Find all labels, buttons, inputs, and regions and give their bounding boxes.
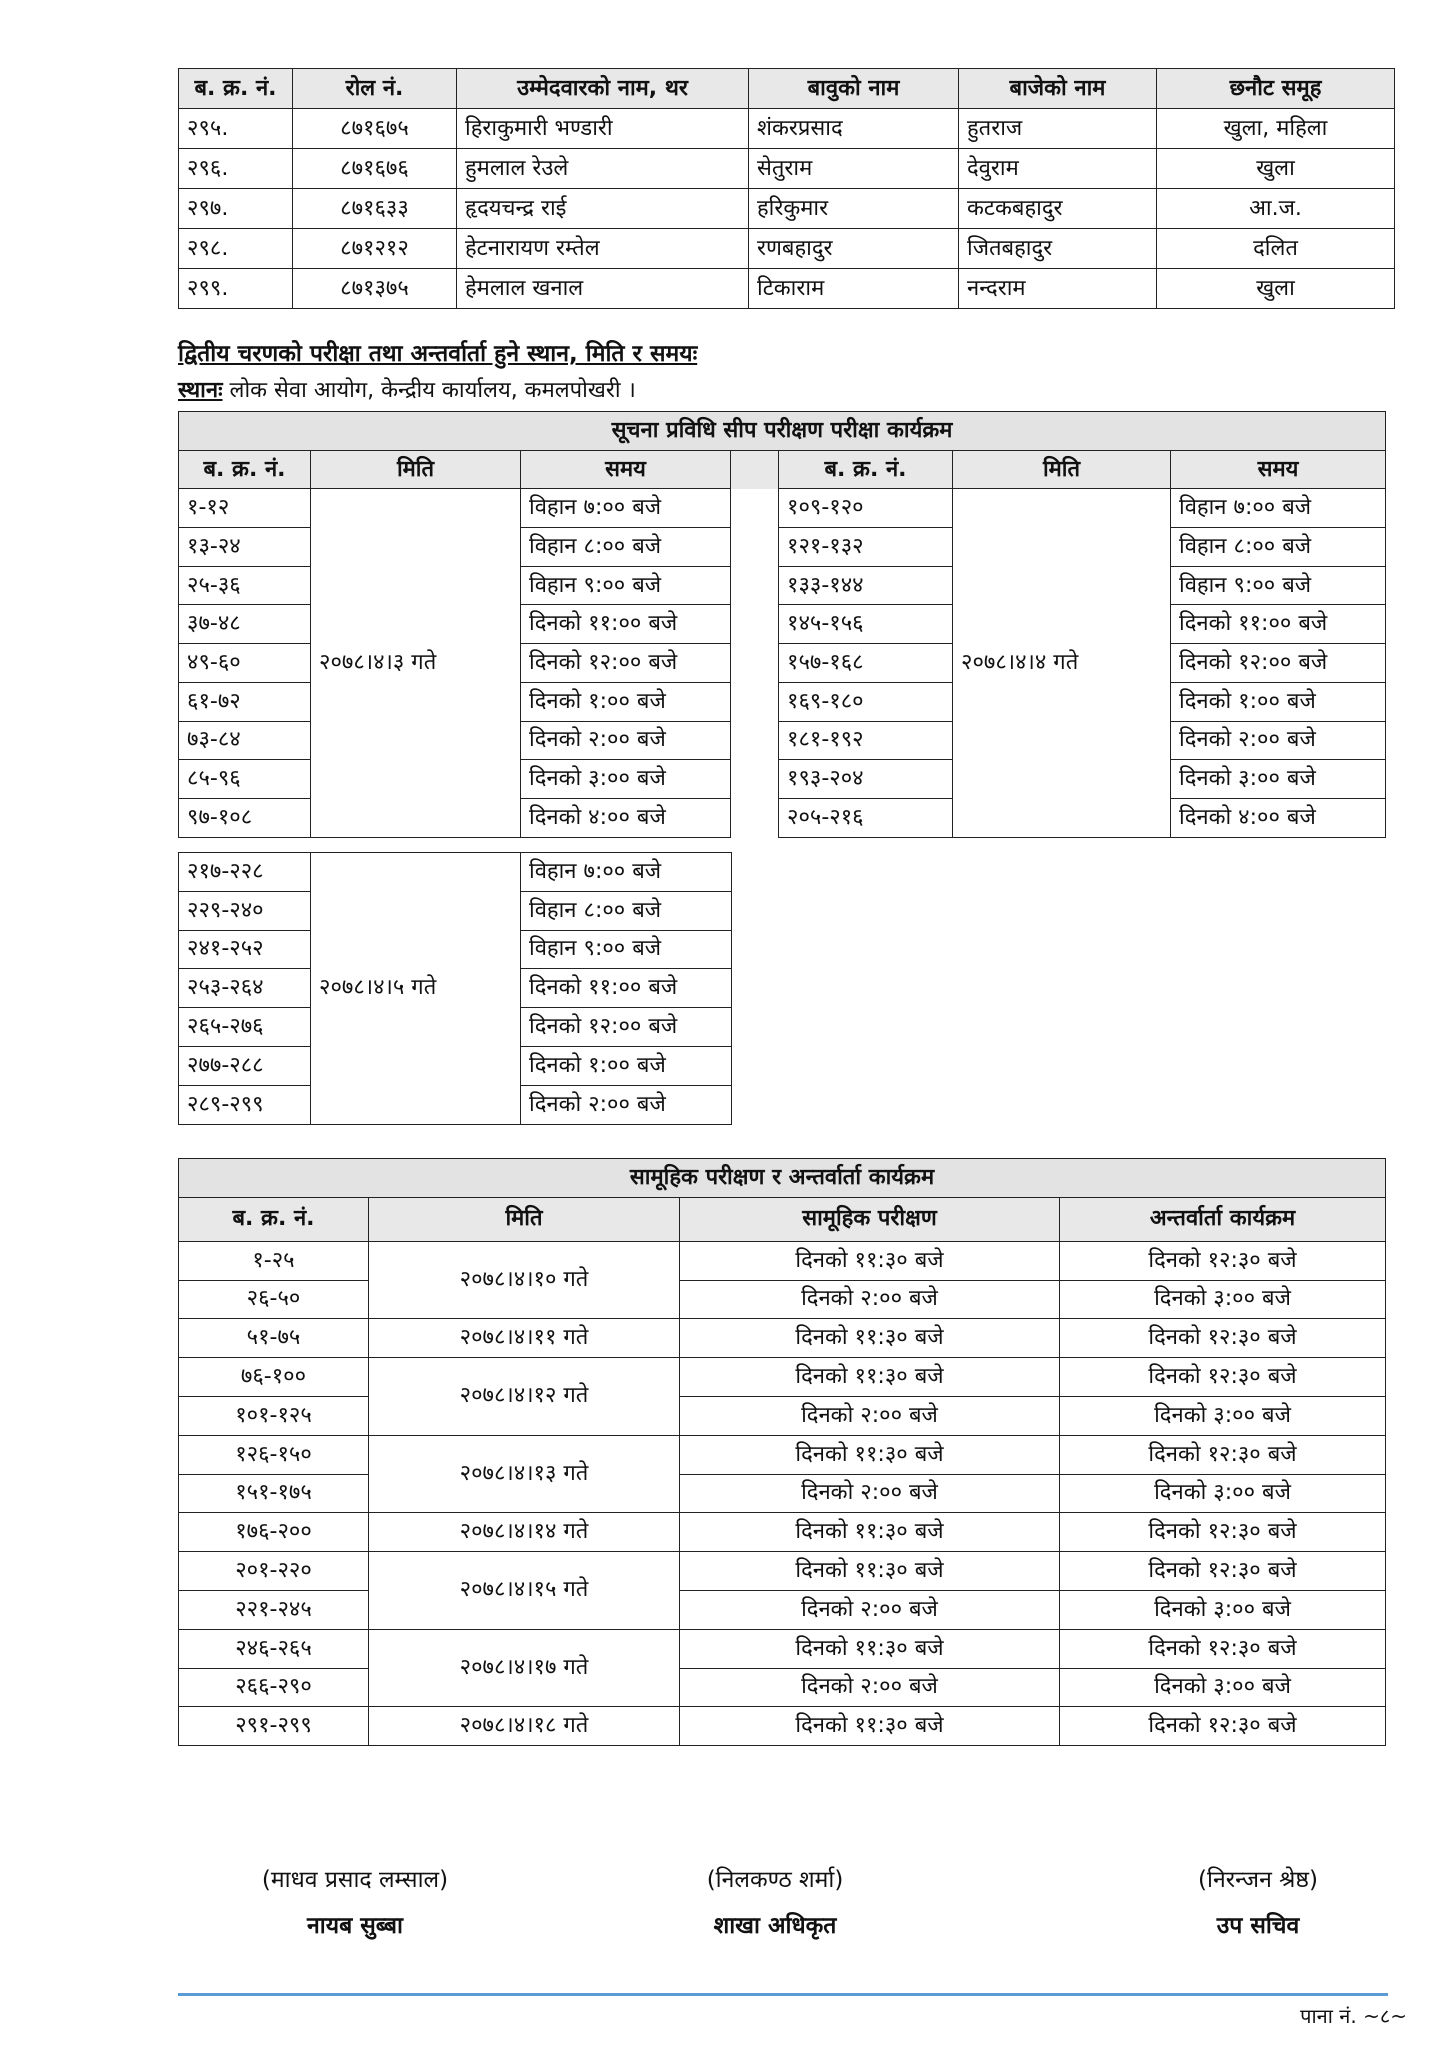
roll-cell: ८७१६७५ bbox=[293, 109, 457, 149]
interview-time-cell: दिनको १२:३० बजे bbox=[1060, 1358, 1386, 1397]
candidate-table bbox=[178, 68, 1395, 309]
serial-range-cell: १६९-१८० bbox=[779, 682, 953, 721]
column-gap bbox=[731, 721, 779, 760]
column-gap bbox=[731, 644, 779, 683]
it-header-time: समय bbox=[521, 450, 731, 489]
name-cell: हिराकुमारी भण्डारी bbox=[457, 109, 749, 149]
date-cell: २०७८।४।१२ गते bbox=[369, 1358, 680, 1436]
serial-range-cell: १८१-१९२ bbox=[779, 721, 953, 760]
serial-range-cell: २६६-२९० bbox=[179, 1668, 369, 1707]
serial-range-cell: १२१-१३२ bbox=[779, 528, 953, 567]
roll-cell: ८७१६३३ bbox=[293, 189, 457, 229]
signatory-rank: उप सचिव bbox=[1216, 1913, 1300, 1939]
column-gap bbox=[731, 682, 779, 721]
it-header-date: मिति bbox=[311, 450, 521, 489]
time-cell: दिनको ४:०० बजे bbox=[521, 798, 731, 837]
signatory-rank: शाखा अधिकृत bbox=[713, 1913, 837, 1939]
time-cell: विहान ८:०० बजे bbox=[521, 891, 732, 930]
group-cell: खुला bbox=[1157, 149, 1395, 189]
serial-range-cell: ३७-४८ bbox=[179, 605, 311, 644]
column-gap bbox=[731, 798, 779, 837]
group-test-time-cell: दिनको ११:३० बजे bbox=[680, 1629, 1060, 1668]
serial-range-cell: २६-५० bbox=[179, 1280, 369, 1319]
table-row bbox=[179, 1319, 1386, 1358]
group-cell: आ.ज. bbox=[1157, 189, 1395, 229]
col-header-group: छनौट समूह bbox=[1157, 69, 1395, 109]
table-row bbox=[179, 1590, 1386, 1629]
table-row bbox=[179, 149, 1395, 189]
name-cell: हेमलाल खनाल bbox=[457, 269, 749, 309]
table-row bbox=[179, 229, 1395, 269]
group-rows bbox=[179, 1241, 1386, 1745]
time-cell: दिनको १:०० बजे bbox=[521, 682, 731, 721]
location-label: स्थानः bbox=[178, 378, 223, 403]
grandfather-name-cell: जितबहादुर bbox=[959, 229, 1157, 269]
serial-range-cell: ५१-७५ bbox=[179, 1319, 369, 1358]
table-row bbox=[179, 109, 1395, 149]
father-name-cell: हरिकुमार bbox=[749, 189, 959, 229]
col-header-name: उम्मेदवारको नाम, थर bbox=[457, 69, 749, 109]
father-name-cell: टिकाराम bbox=[749, 269, 959, 309]
date-cell: २०७८।४।१३ गते bbox=[369, 1435, 680, 1513]
signature-block-2 bbox=[610, 1862, 940, 1940]
serial-range-cell: ७६-१०० bbox=[179, 1358, 369, 1397]
father-name-cell: शंकरप्रसाद bbox=[749, 109, 959, 149]
table-row bbox=[179, 1668, 1386, 1707]
serial-range-cell: २०५-२१६ bbox=[779, 798, 953, 837]
roll-cell: ८७१३७५ bbox=[293, 269, 457, 309]
serial-range-cell: १०९-१२० bbox=[779, 489, 953, 528]
date-cell: २०७८।४।१४ गते bbox=[369, 1513, 680, 1552]
serial-range-cell: ६१-७२ bbox=[179, 682, 311, 721]
table-row bbox=[179, 489, 1386, 528]
group-test-time-cell: दिनको २:०० बजे bbox=[680, 1590, 1060, 1629]
table-row bbox=[179, 1396, 1386, 1435]
time-cell: दिनको १२:०० बजे bbox=[521, 1008, 732, 1047]
table-row bbox=[179, 1435, 1386, 1474]
interview-time-cell: दिनको १२:३० बजे bbox=[1060, 1552, 1386, 1591]
interview-time-cell: दिनको ३:०० बजे bbox=[1060, 1396, 1386, 1435]
col-header-grandfather: बाजेको नाम bbox=[959, 69, 1157, 109]
time-cell: दिनको ११:०० बजे bbox=[1171, 605, 1386, 644]
serial-range-cell: २१७-२२८ bbox=[179, 853, 311, 892]
table-row bbox=[179, 1707, 1386, 1746]
serial-range-cell: ९७-१०८ bbox=[179, 798, 311, 837]
serial-cell: २९९. bbox=[179, 269, 293, 309]
grandfather-name-cell: कटकबहादुर bbox=[959, 189, 1157, 229]
table-row bbox=[179, 1241, 1386, 1280]
table-row bbox=[179, 1280, 1386, 1319]
serial-range-cell: १५७-१६८ bbox=[779, 644, 953, 683]
name-cell: हुमलाल रेउले bbox=[457, 149, 749, 189]
time-cell: विहान ७:०० बजे bbox=[1171, 489, 1386, 528]
time-cell: विहान ९:०० बजे bbox=[521, 930, 732, 969]
serial-range-cell: १७६-२०० bbox=[179, 1513, 369, 1552]
it-test-rows bbox=[179, 489, 1386, 837]
serial-cell: २९८. bbox=[179, 229, 293, 269]
time-cell: विहान ८:०० बजे bbox=[1171, 528, 1386, 567]
date-cell: २०७८।४।४ गते bbox=[953, 489, 1171, 837]
serial-range-cell: ८५-९६ bbox=[179, 760, 311, 799]
group-test-time-cell: दिनको ११:३० बजे bbox=[680, 1319, 1060, 1358]
group-cell: खुला, महिला bbox=[1157, 109, 1395, 149]
it-test-title: सूचना प्रविधि सीप परीक्षण परीक्षा कार्यक्रम bbox=[179, 412, 1386, 451]
group-test-time-cell: दिनको ११:३० बजे bbox=[680, 1241, 1060, 1280]
interview-time-cell: दिनको ३:०० बजे bbox=[1060, 1590, 1386, 1629]
serial-range-cell: १३-२४ bbox=[179, 528, 311, 567]
signatory-name: (माधव प्रसाद लम्साल) bbox=[261, 1867, 449, 1893]
serial-range-cell: १२६-१५० bbox=[179, 1435, 369, 1474]
col-header-roll: रोल नं. bbox=[293, 69, 457, 109]
group-test-time-cell: दिनको ११:३० बजे bbox=[680, 1358, 1060, 1397]
it-header-serial: ब. क्र. नं. bbox=[179, 450, 311, 489]
column-gap bbox=[731, 566, 779, 605]
table-row bbox=[179, 189, 1395, 229]
it-header-date-right: मिति bbox=[953, 450, 1171, 489]
serial-cell: २९६. bbox=[179, 149, 293, 189]
roll-cell: ८७१६७६ bbox=[293, 149, 457, 189]
serial-range-cell: २५३-२६४ bbox=[179, 969, 311, 1008]
group-cell: दलित bbox=[1157, 229, 1395, 269]
date-cell: २०७८।४।१५ गते bbox=[369, 1552, 680, 1630]
location-line bbox=[178, 374, 636, 404]
serial-range-cell: ७३-८४ bbox=[179, 721, 311, 760]
signatory-rank: नायब सुब्बा bbox=[307, 1913, 403, 1939]
group-test-time-cell: दिनको ११:३० बजे bbox=[680, 1552, 1060, 1591]
grandfather-name-cell: देवुराम bbox=[959, 149, 1157, 189]
candidate-rows bbox=[179, 109, 1395, 309]
interview-time-cell: दिनको १२:३० बजे bbox=[1060, 1629, 1386, 1668]
serial-range-cell: २६५-२७६ bbox=[179, 1008, 311, 1047]
time-cell: दिनको १:०० बजे bbox=[1171, 682, 1386, 721]
it-test-rows-continued bbox=[179, 853, 732, 1125]
serial-range-cell: १-१२ bbox=[179, 489, 311, 528]
grandfather-name-cell: हुतराज bbox=[959, 109, 1157, 149]
interview-time-cell: दिनको ३:०० बजे bbox=[1060, 1474, 1386, 1513]
time-cell: विहान ९:०० बजे bbox=[521, 566, 731, 605]
serial-cell: २९५. bbox=[179, 109, 293, 149]
date-cell: २०७८।४।११ गते bbox=[369, 1319, 680, 1358]
signatory-name: (निरन्जन श्रेष्ठ) bbox=[1198, 1867, 1318, 1893]
column-gap bbox=[731, 489, 779, 528]
signature-block-1 bbox=[190, 1862, 520, 1940]
time-cell: विहान ९:०० बजे bbox=[1171, 566, 1386, 605]
interview-time-cell: दिनको ३:०० बजे bbox=[1060, 1668, 1386, 1707]
serial-range-cell: १-२५ bbox=[179, 1241, 369, 1280]
date-cell: २०७८।४।३ गते bbox=[311, 489, 521, 837]
page-number: पाना नं. ~८~ bbox=[1300, 2004, 1407, 2028]
father-name-cell: रणबहादुर bbox=[749, 229, 959, 269]
section-heading: द्वितीय चरणको परीक्षा तथा अन्तर्वार्ता हुने स्थान, मिति र समयः bbox=[178, 341, 698, 367]
time-cell: विहान ७:०० बजे bbox=[521, 489, 731, 528]
time-cell: दिनको ४:०० बजे bbox=[1171, 798, 1386, 837]
time-cell: दिनको २:०० बजे bbox=[521, 1085, 732, 1124]
serial-range-cell: २५-३६ bbox=[179, 566, 311, 605]
serial-range-cell: १०१-१२५ bbox=[179, 1396, 369, 1435]
serial-range-cell: १३३-१४४ bbox=[779, 566, 953, 605]
group-header-date: मिति bbox=[369, 1197, 680, 1241]
date-cell: २०७८।४।१० गते bbox=[369, 1241, 680, 1319]
group-interview-table bbox=[178, 1158, 1386, 1746]
date-cell: २०७८।४।५ गते bbox=[311, 853, 521, 1125]
group-test-time-cell: दिनको २:०० बजे bbox=[680, 1474, 1060, 1513]
group-test-time-cell: दिनको ११:३० बजे bbox=[680, 1435, 1060, 1474]
date-cell: २०७८।४।१७ गते bbox=[369, 1629, 680, 1707]
it-test-table-continued bbox=[178, 852, 732, 1125]
interview-time-cell: दिनको १२:३० बजे bbox=[1060, 1435, 1386, 1474]
serial-range-cell: २४१-२५२ bbox=[179, 930, 311, 969]
serial-range-cell: २४६-२६५ bbox=[179, 1629, 369, 1668]
serial-range-cell: २२१-२४५ bbox=[179, 1590, 369, 1629]
group-test-time-cell: दिनको २:०० बजे bbox=[680, 1396, 1060, 1435]
serial-cell: २९७. bbox=[179, 189, 293, 229]
name-cell: हेटनारायण रम्तेल bbox=[457, 229, 749, 269]
interview-time-cell: दिनको ३:०० बजे bbox=[1060, 1280, 1386, 1319]
group-test-time-cell: दिनको २:०० बजे bbox=[680, 1668, 1060, 1707]
table-row bbox=[179, 269, 1395, 309]
grandfather-name-cell: नन्दराम bbox=[959, 269, 1157, 309]
serial-range-cell: १९३-२०४ bbox=[779, 760, 953, 799]
signature-block-3 bbox=[1093, 1862, 1423, 1940]
group-header-group-test: सामूहिक परीक्षण bbox=[680, 1197, 1060, 1241]
interview-time-cell: दिनको १२:३० बजे bbox=[1060, 1513, 1386, 1552]
group-cell: खुला bbox=[1157, 269, 1395, 309]
roll-cell: ८७१२१२ bbox=[293, 229, 457, 269]
serial-range-cell: ४९-६० bbox=[179, 644, 311, 683]
serial-range-cell: २०१-२२० bbox=[179, 1552, 369, 1591]
serial-range-cell: २८९-२९९ bbox=[179, 1085, 311, 1124]
group-test-time-cell: दिनको २:०० बजे bbox=[680, 1280, 1060, 1319]
group-title: सामूहिक परीक्षण र अन्तर्वार्ता कार्यक्रम bbox=[179, 1159, 1386, 1198]
date-cell: २०७८।४।१८ गते bbox=[369, 1707, 680, 1746]
time-cell: दिनको २:०० बजे bbox=[521, 721, 731, 760]
time-cell: दिनको २:०० बजे bbox=[1171, 721, 1386, 760]
serial-range-cell: १५१-१७५ bbox=[179, 1474, 369, 1513]
group-test-time-cell: दिनको ११:३० बजे bbox=[680, 1513, 1060, 1552]
time-cell: दिनको ११:०० बजे bbox=[521, 969, 732, 1008]
interview-time-cell: दिनको १२:३० बजे bbox=[1060, 1241, 1386, 1280]
serial-range-cell: १४५-१५६ bbox=[779, 605, 953, 644]
serial-range-cell: २७७-२८८ bbox=[179, 1046, 311, 1085]
time-cell: दिनको १२:०० बजे bbox=[521, 644, 731, 683]
serial-range-cell: २२९-२४० bbox=[179, 891, 311, 930]
time-cell: दिनको ३:०० बजे bbox=[521, 760, 731, 799]
column-gap bbox=[731, 528, 779, 567]
table-row bbox=[179, 853, 732, 892]
table-row bbox=[179, 1474, 1386, 1513]
time-cell: विहान ७:०० बजे bbox=[521, 853, 732, 892]
signatory-name: (निलकण्ठ शर्मा) bbox=[706, 1867, 844, 1893]
name-cell: हृदयचन्द्र राई bbox=[457, 189, 749, 229]
table-row bbox=[179, 1358, 1386, 1397]
time-cell: दिनको १२:०० बजे bbox=[1171, 644, 1386, 683]
footer-rule bbox=[178, 1993, 1388, 1996]
serial-range-cell: २९१-२९९ bbox=[179, 1707, 369, 1746]
table-row bbox=[179, 1629, 1386, 1668]
column-gap bbox=[731, 760, 779, 799]
time-cell: विहान ८:०० बजे bbox=[521, 528, 731, 567]
time-cell: दिनको ११:०० बजे bbox=[521, 605, 731, 644]
time-cell: दिनको १:०० बजे bbox=[521, 1046, 732, 1085]
it-test-table bbox=[178, 411, 1386, 838]
column-gap bbox=[731, 605, 779, 644]
table-row bbox=[179, 1513, 1386, 1552]
it-header-serial-right: ब. क्र. नं. bbox=[779, 450, 953, 489]
group-header-interview: अन्तर्वार्ता कार्यक्रम bbox=[1060, 1197, 1386, 1241]
group-test-time-cell: दिनको ११:३० बजे bbox=[680, 1707, 1060, 1746]
location-value: लोक सेवा आयोग, केन्द्रीय कार्यालय, कमलपोखरी । bbox=[229, 378, 636, 403]
father-name-cell: सेतुराम bbox=[749, 149, 959, 189]
group-header-serial: ब. क्र. नं. bbox=[179, 1197, 369, 1241]
interview-time-cell: दिनको १२:३० बजे bbox=[1060, 1707, 1386, 1746]
interview-time-cell: दिनको १२:३० बजे bbox=[1060, 1319, 1386, 1358]
col-header-serial: ब. क्र. नं. bbox=[179, 69, 293, 109]
it-header-time-right: समय bbox=[1171, 450, 1386, 489]
table-row bbox=[179, 1552, 1386, 1591]
time-cell: दिनको ३:०० बजे bbox=[1171, 760, 1386, 799]
col-header-father: बावुको नाम bbox=[749, 69, 959, 109]
